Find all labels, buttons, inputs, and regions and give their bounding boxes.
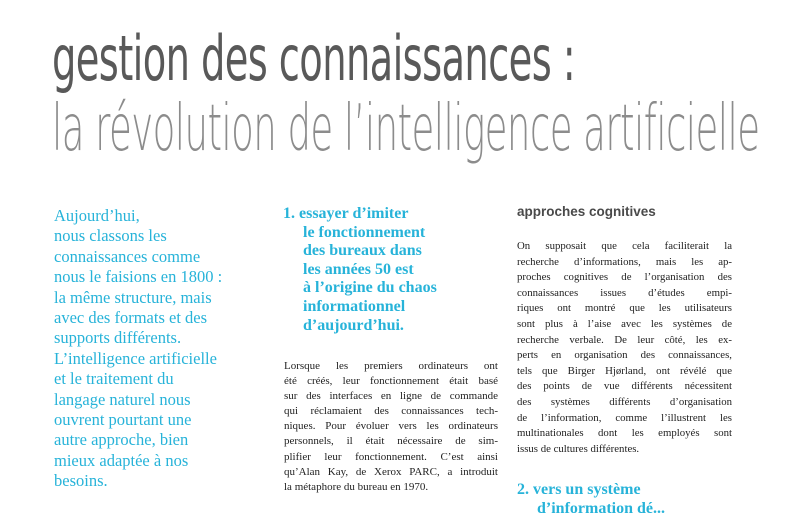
body-line: sont plus à l’aise avec les systèmes de xyxy=(517,317,732,330)
body-line: personnels, il était nécessaire de sim- xyxy=(284,435,498,448)
intro-line: et le traitement du xyxy=(54,369,174,389)
body-line: la métaphore du bureau en 1970. xyxy=(284,480,429,493)
intro-line: nous classons les xyxy=(54,226,167,246)
intro-line: connaissances comme xyxy=(54,246,201,266)
intro-line: langage naturel nous xyxy=(54,389,191,409)
body-line: issus de cultures différentes. xyxy=(517,442,640,455)
intro-line: mieux adaptée à nos xyxy=(54,450,189,470)
intro-paragraph xyxy=(54,206,269,492)
intro-line: L’intelligence artificielle xyxy=(54,348,217,368)
body-line: On supposait que cela faciliterait la xyxy=(517,240,732,252)
heading-line: des bureaux dans xyxy=(303,242,422,260)
section-1-body xyxy=(284,359,498,495)
heading-line: le fonctionnement xyxy=(303,223,426,241)
body-line: des points de vue différents nécessitent xyxy=(517,380,732,393)
body-line: perts en organisation des connaissances, xyxy=(517,349,732,362)
intro-line: la même structure, mais xyxy=(54,287,212,307)
body-line: été créés, leur fonctionnement était basé xyxy=(284,375,498,388)
heading-line: d’aujourd’hui. xyxy=(303,316,404,334)
section-2-heading xyxy=(517,481,747,518)
heading-line: 2. vers un système xyxy=(517,481,641,498)
heading-line: informationnel xyxy=(303,297,406,315)
cognitive-approaches-body xyxy=(517,239,732,457)
body-line: qui réclamaient des connaissances tech- xyxy=(284,405,498,418)
body-line: tels que Birger Hjørland, ont révélé que xyxy=(517,364,732,377)
intro-line: ouvrent pourtant une xyxy=(54,410,192,430)
intro-line: nous le faisions en 1800 : xyxy=(54,267,223,287)
page-subtitle: la révolution de l’intelligence artificielle xyxy=(52,92,760,166)
body-line: riques ont montré que les utilisateurs xyxy=(517,302,732,315)
section-1-heading xyxy=(283,205,493,335)
body-line: de l’information, comme l’illustrent les xyxy=(517,411,732,424)
body-line: plifier leur fonctionnement. C’est ainsi xyxy=(284,450,498,463)
body-line: recherche verbale. De leur côté, les ex- xyxy=(517,333,732,346)
body-line: qu’Alan Kay, de Xerox PARC, a introduit xyxy=(284,465,498,478)
intro-line: supports différents. xyxy=(54,328,182,348)
body-line: sur des interfaces en ligne de commande xyxy=(284,390,498,403)
intro-line: besoins. xyxy=(54,471,108,491)
body-line: Lorsque les premiers ordinateurs ont xyxy=(284,360,498,372)
heading-line: 1. essayer d’imiter xyxy=(283,205,409,222)
body-line: des systèmes différents d’organisation xyxy=(517,395,732,408)
intro-line: Aujourd’hui, xyxy=(54,206,140,225)
cognitive-approaches-subheading: approches cognitives xyxy=(517,204,656,219)
intro-line: autre approche, bien xyxy=(54,430,189,450)
body-line: proches cognitives de l’organisation des xyxy=(517,271,732,284)
heading-line: les années 50 est xyxy=(303,260,414,278)
body-line: connaissances issues d’études empi- xyxy=(517,286,732,299)
body-line: niques. Pour évoluer vers les ordinateurs xyxy=(284,420,498,433)
page-title: gestion des connaissances : xyxy=(52,22,576,95)
body-line: multinationales dont les employés sont xyxy=(517,427,732,440)
body-line: recherche d’informations, mais les ap- xyxy=(517,255,732,268)
heading-line: à l’origine du chaos xyxy=(303,279,437,297)
intro-line: avec des formats et des xyxy=(54,308,208,328)
heading-line: d’information dé... xyxy=(537,499,665,517)
